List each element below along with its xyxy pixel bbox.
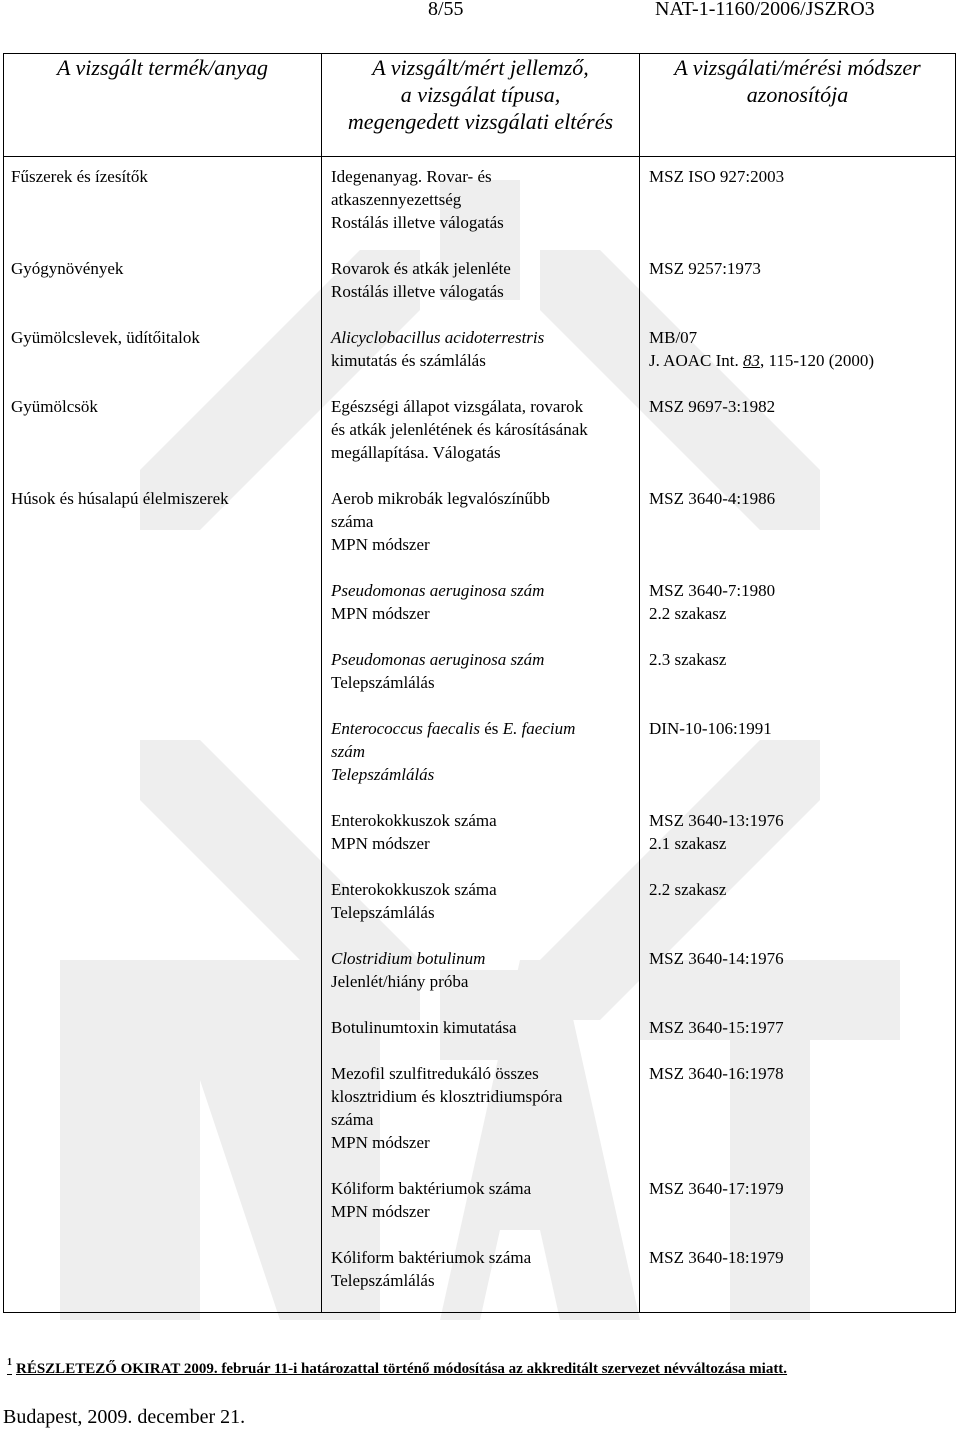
product-herbs: Gyógynövények xyxy=(11,259,124,278)
entry-pseudomonas-mpn: Pseudomonas aeruginosa szám MPN módszer xyxy=(331,581,545,623)
entry-enterococcus: Enterococcus faecalis és E. faecium szám Telepszámlálás xyxy=(331,719,576,784)
method-alicyclobacillus: MB/07 J. AOAC Int. 83, 115-120 (2000) xyxy=(649,328,875,370)
entry-mezofil: Mezofil szulfitredukáló összes klosztridium és klosztridiumspóra száma MPN módszer xyxy=(331,1064,563,1152)
entry-pseudomonas-count: Pseudomonas aeruginosa szám Telepszámlálás xyxy=(331,650,545,692)
method-health-state: MSZ 9697-3:1982 xyxy=(649,397,776,416)
page-number: 8/55 xyxy=(428,0,464,20)
entry-foreign-matter: Idegenanyag. Rovar- és atkaszennyezettség Rostálás illetve válogatás xyxy=(331,167,504,232)
table-body-row xyxy=(4,157,956,1313)
method-coliform-mpn: MSZ 3640-17:1979 xyxy=(649,1179,784,1198)
method-enterococcus: DIN-10-106:1991 xyxy=(649,719,772,738)
product-spices: Fűszerek és ízesítők xyxy=(11,167,148,186)
product-meats: Húsok és húsalapú élelmiszerek xyxy=(11,489,229,508)
method-mezofil: MSZ 3640-16:1978 xyxy=(649,1064,784,1083)
table-header-row xyxy=(4,54,956,157)
method-pseudomonas-count: 2.3 szakasz xyxy=(649,650,727,669)
entry-coliform-mpn: Kóliform baktériumok száma MPN módszer xyxy=(331,1179,532,1221)
entry-enterokokkusz-count: Enterokokkuszok száma Telepszámlálás xyxy=(331,880,497,922)
entry-alicyclobacillus: Alicyclobacillus acidoterrestris kimutatás és számlálás xyxy=(331,328,545,370)
footnote-marker: 1 xyxy=(7,1357,12,1368)
method-pseudomonas-mpn: MSZ 3640-7:1980 2.2 szakasz xyxy=(649,581,776,623)
entry-health-state: Egészségi állapot vizsgálata, rovarok és atkák jelenlétének és károsításának megállapítása. Válogatás xyxy=(331,397,588,462)
entry-enterokokkusz-mpn: Enterokokkuszok száma MPN módszer xyxy=(331,811,497,853)
product-fruits: Gyümölcsök xyxy=(11,397,98,416)
method-insects-mites: MSZ 9257:1973 xyxy=(649,259,761,278)
method-botulinumtoxin: MSZ 3640-15:1977 xyxy=(649,1018,784,1037)
product-column xyxy=(4,157,322,1313)
method-column xyxy=(640,157,956,1313)
footnote xyxy=(7,1351,787,1381)
column-header-method: A vizsgálati/mérési módszer azonosítója xyxy=(640,54,956,157)
method-enterokokkusz-count: 2.2 szakasz xyxy=(649,880,727,899)
method-coliform-count: MSZ 3640-18:1979 xyxy=(649,1248,784,1267)
column-header-property: A vizsgált/mért jellemző, a vizsgálat típusa, megengedett vizsgálati eltérés xyxy=(322,54,640,157)
method-clostridium: MSZ 3640-14:1976 xyxy=(649,949,784,968)
entry-aerobic-mpn: Aerob mikrobák legvalószínűbb száma MPN módszer xyxy=(331,489,551,554)
property-column xyxy=(322,157,640,1313)
document-id: NAT-1-1160/2006/JSZRO3 xyxy=(655,0,875,20)
product-juices: Gyümölcslevek, üdítőitalok xyxy=(11,328,200,347)
accreditation-table xyxy=(3,53,956,1313)
entry-clostridium: Clostridium botulinum Jelenlét/hiány próba xyxy=(331,949,486,991)
place-date: Budapest, 2009. december 21. xyxy=(3,1406,246,1428)
entry-coliform-count: Kóliform baktériumok száma Telepszámlálás xyxy=(331,1248,532,1290)
column-header-product: A vizsgált termék/anyag xyxy=(4,54,322,157)
footnote-text: RÉSZLETEZŐ OKIRAT 2009. február 11-i határozattal történő módosítása az akkreditált szervezet névváltozása miatt. xyxy=(16,1361,788,1377)
method-foreign-matter: MSZ ISO 927:2003 xyxy=(649,167,785,186)
method-enterokokkusz-mpn: MSZ 3640-13:1976 2.1 szakasz xyxy=(649,811,784,853)
method-aerobic-mpn: MSZ 3640-4:1986 xyxy=(649,489,776,508)
entry-insects-mites: Rovarok és atkák jelenléte Rostálás illetve válogatás xyxy=(331,259,511,301)
entry-botulinumtoxin: Botulinumtoxin kimutatása xyxy=(331,1018,517,1037)
